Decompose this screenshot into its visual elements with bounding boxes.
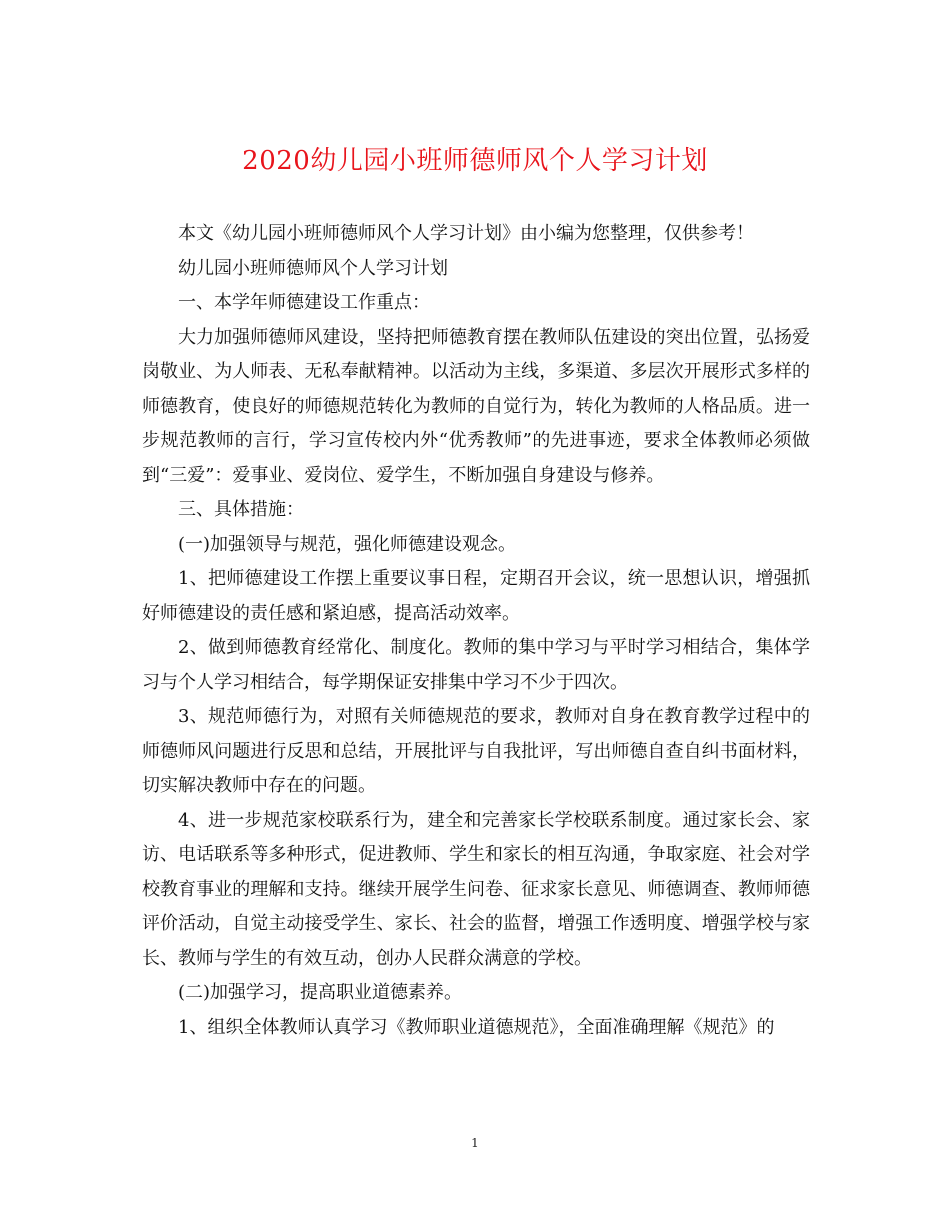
- paragraph-subtitle: 幼儿园小班师德师风个人学习计划: [178, 257, 448, 279]
- section-heading-focus: 一、本学年师德建设工作重点：: [178, 292, 430, 313]
- paragraph-item-2: 2、做到师德教育经常化、制度化。教师的集中学习与平时学习相结合，集体学习与个人学习相结合，每学期保证安排集中学习不少于四次。: [142, 637, 810, 693]
- paragraph-study-item-1: 1、组织全体教师认真学习《教师职业道德规范》，全面准确理解《规范》的: [178, 1016, 775, 1038]
- paragraph-item-4: 4、进一步规范家校联系行为，建全和完善家长学校联系制度。通过家长会、家访、电话联系等多种形式，促进教师、学生和家长的相互沟通，争取家庭、社会对学校教育事业的理解和支持。继续开展学生问卷、征求家长意见、师德调查、教师师德评价活动，自觉主动接受学生、家长、社会的监督，增强工作透明度、增强学校与家长、教师与学生的有效互动，创办人民群众满意的学校。: [142, 809, 810, 969]
- paragraph-item-1: 1、把师德建设工作摆上重要议事日程，定期召开会议，统一思想认识，增强抓好师德建设的责任感和紧迫感，提高活动效率。: [142, 568, 810, 624]
- subsection-heading-leadership: (一)加强领导与规范，强化师德建设观念。: [178, 533, 517, 555]
- subsection-heading-study: (二)加强学习，提高职业道德素养。: [178, 982, 463, 1003]
- paragraph-intro: 本文《幼儿园小班师德师风个人学习计划》由小编为您整理，仅供参考！: [178, 223, 754, 244]
- paragraph-item-3: 3、规范师德行为，对照有关师德规范的要求，教师对自身在教育教学过程中的师德师风问题进行反思和总结，开展批评与自我批评，写出师德自查自纠书面材料，切实解决教师中存在的问题。: [142, 706, 810, 796]
- document-title: 2020幼儿园小班师德师风个人学习计划: [242, 146, 708, 176]
- paragraph-focus-body: 大力加强师德师风建设，坚持把师德教育摆在教师队伍建设的突出位置，弘扬爱岗敬业、为人师表、无私奉献精神。以活动为主线，多渠道、多层次开展形式多样的师德教育，使良好的师德规范转化为教师的自觉行为，转化为教师的人格品质。进一步规范教师的言行，学习宣传校内外“优秀教师”的先进事迹，要求全体教师必须做到“三爱”：爱事业、爱岗位、爱学生，不断加强自身建设与修养。: [142, 326, 810, 486]
- document-body: [142, 217, 810, 1045]
- section-heading-measures: 三、具体措施：: [178, 499, 304, 520]
- page-number: 1: [471, 1136, 479, 1150]
